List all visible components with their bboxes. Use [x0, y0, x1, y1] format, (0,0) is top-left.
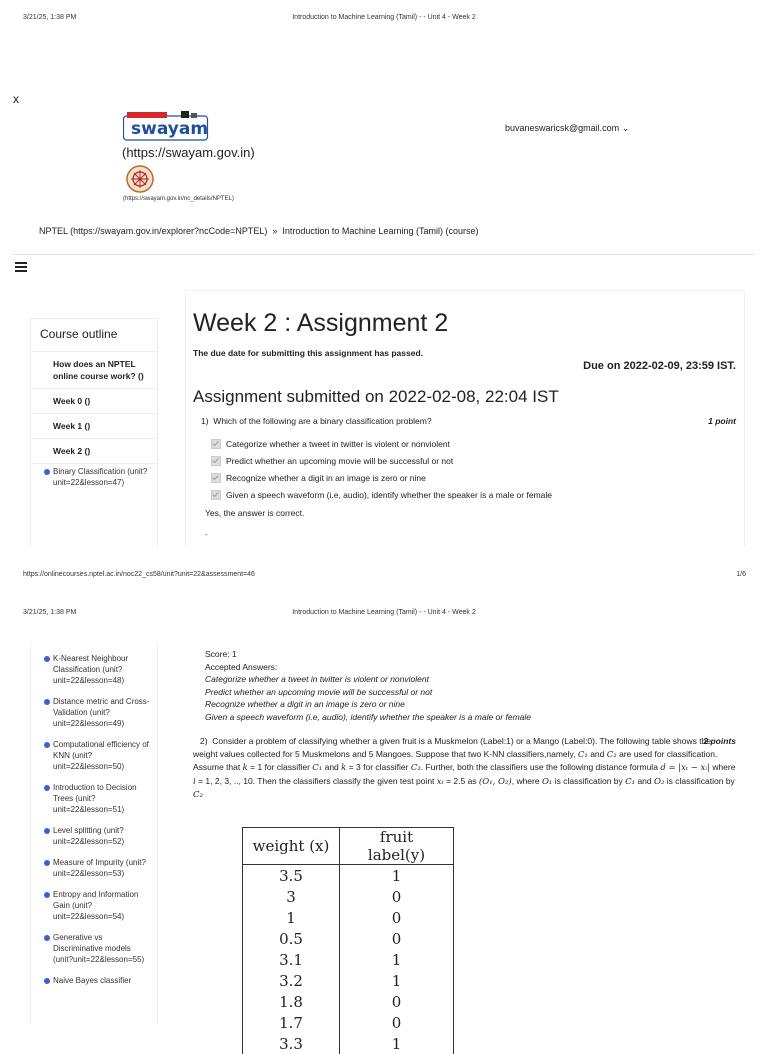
divider	[12, 254, 755, 255]
lesson-link[interactable]: Naive Bayes classifier	[31, 968, 157, 989]
q1-score-block	[205, 648, 531, 723]
sidebar-item-week-0[interactable]: Week 0 ()	[31, 389, 157, 414]
bullet-icon	[44, 656, 50, 662]
bullet-icon	[44, 935, 50, 941]
question-1-text: 1) Which of the following are a binary classification problem?	[201, 416, 432, 426]
accepted-answer: Categorize whether a tweet in twitter is violent or nonviolent	[205, 674, 429, 684]
table-row: 3.5 1	[243, 865, 454, 887]
table-header-label: fruit label(y)	[340, 828, 454, 865]
q1-score: Score: 1	[205, 649, 237, 659]
table-row: 0.5 0	[243, 928, 454, 949]
accepted-answers-label: Accepted Answers:	[205, 661, 278, 672]
user-email: buvaneswaricsk@gmail.com	[505, 123, 620, 133]
nptel-logo[interactable]	[125, 165, 155, 193]
user-menu[interactable]	[505, 123, 629, 134]
hamburger-menu-icon[interactable]	[15, 260, 27, 272]
table-header-weight: weight (x)	[243, 828, 340, 865]
accepted-answer: Recognize whether a digit in an image is zero or nine	[205, 699, 405, 709]
print-footer-url: https://onlinecourses.nptel.ac.in/noc22_cs58/unit?unit=22&assessment=46	[23, 571, 255, 578]
lesson-link[interactable]: Entropy and Information Gain (unit?unit=22&lesson=54)	[31, 882, 157, 925]
table-row: 3.3 1	[243, 1033, 454, 1054]
due-passed-notice: The due date for submitting this assignment has passed.	[193, 348, 424, 358]
print-date-page-2: 3/21/25, 1:38 PM	[23, 609, 77, 616]
bullet-icon	[44, 785, 50, 791]
breadcrumb-separator: »	[272, 226, 278, 236]
page-title: Week 2 : Assignment 2	[193, 309, 449, 337]
print-title-page-2: Introduction to Machine Learning (Tamil) - - Unit 4 - Week 2	[292, 609, 476, 616]
lesson-link[interactable]: Binary Classification (unit?unit=22&lesson=47)	[31, 464, 157, 492]
print-date: 3/21/25, 1:38 PM	[23, 14, 77, 21]
checkbox-checked-icon[interactable]	[211, 439, 221, 449]
due-date: Due on 2022-02-09, 23:59 IST.	[583, 360, 736, 372]
q1-option-4[interactable]: Given a speech waveform (i.e, audio), identify whether the speaker is a male or female	[211, 490, 552, 500]
sidebar-item-week-1[interactable]: Week 1 ()	[31, 414, 157, 439]
breadcrumb-course[interactable]: Introduction to Machine Learning (Tamil) (course)	[282, 226, 479, 236]
lesson-link[interactable]: Computational efficiency of KNN (unit?unit=22&lesson=50)	[31, 732, 157, 775]
lesson-link[interactable]: Level splitting (unit?unit=22&lesson=52)	[31, 818, 157, 850]
checkbox-checked-icon[interactable]	[211, 456, 221, 466]
bullet-icon	[44, 469, 50, 475]
sidebar-item-how-it-works[interactable]: How does an NPTEL online course work? ()	[31, 352, 157, 389]
weight-label-table	[242, 827, 454, 1054]
q1-option-2[interactable]: Predict whether an upcoming movie will be successful or not	[211, 456, 453, 466]
lesson-link[interactable]: K-Nearest Neighbour Classification (unit?unit=22&lesson=48)	[31, 645, 157, 689]
table-row: 3.2 1	[243, 970, 454, 991]
close-button[interactable]: x	[13, 92, 19, 106]
separator-dash: -	[205, 530, 208, 539]
question-2-text: 2 points 2) Consider a problem of classifying whether a given fruit is a Muskmelon (Label:1) or a Mango (Label:0). The following table shows the weight values collected for 5 Muskmelons and 5 Mangoes. Suppose that two K-NN classifiers,namely, C₁ and C₂ are used for classification. Assume that k = 1 for classifier C₁ and k = 3 for classifier C₂. Further, both the classifiers use the following distance formula d = |xₜ − xᵢ| where i = 1, 2, 3, .., 10. Then the classifiers classify the given test point xₜ = 2.5 as (O₁, O₂), where O₁ is classification by C₁ and O₂ is classification by C₂	[193, 736, 736, 800]
table-row: 3 0	[243, 886, 454, 907]
table-row: 1.8 0	[243, 991, 454, 1012]
bullet-icon	[44, 742, 50, 748]
lesson-link[interactable]: Generative vs Discriminative models (unit?unit=22&lesson=55)	[31, 925, 157, 968]
accepted-answer: Given a speech waveform (i.e, audio), identify whether the speaker is a male or female	[205, 711, 531, 722]
course-outline-sidebar-continued	[30, 645, 158, 1024]
swayam-logo-word: swayam	[131, 119, 209, 139]
accepted-answer: Predict whether an upcoming movie will be successful or not	[205, 686, 433, 697]
print-page-number: 1/6	[736, 571, 746, 578]
checkbox-checked-icon[interactable]	[211, 473, 221, 483]
table-row: 3.1 1	[243, 949, 454, 970]
lesson-link[interactable]: Introduction to Decision Trees (unit?unit=22&lesson=51)	[31, 775, 157, 818]
checkbox-checked-icon[interactable]	[211, 490, 221, 500]
q1-option-3[interactable]: Recognize whether a digit in an image is zero or nine	[211, 473, 426, 483]
breadcrumb	[39, 226, 478, 236]
lesson-link[interactable]: Distance metric and Cross-Validation (unit?unit=22&lesson=49)	[31, 689, 157, 732]
submitted-status: Assignment submitted on 2022-02-08, 22:04 IST	[193, 387, 559, 406]
question-1-points: 1 point	[708, 416, 736, 426]
swayam-logo[interactable]	[123, 111, 209, 141]
sidebar-item-week-2[interactable]: Week 2 ()	[31, 439, 157, 464]
q1-option-1[interactable]: Categorize whether a tweet in twitter is violent or nonviolent	[211, 439, 450, 449]
swayam-link[interactable]: (https://swayam.gov.in)	[122, 145, 255, 160]
bullet-icon	[44, 699, 50, 705]
table-row: 1.7 0	[243, 1012, 454, 1033]
breadcrumb-nptel[interactable]: NPTEL (https://swayam.gov.in/explorer?ncCode=NPTEL)	[39, 226, 268, 236]
bullet-icon	[44, 892, 50, 898]
chevron-down-icon: ⌄	[621, 123, 630, 133]
print-title: Introduction to Machine Learning (Tamil) - - Unit 4 - Week 2	[292, 14, 476, 21]
nptel-link[interactable]: (https://swayam.gov.in/nc_details/NPTEL)	[123, 196, 234, 202]
course-outline-sidebar	[30, 318, 158, 546]
bullet-icon	[44, 860, 50, 866]
bullet-icon	[44, 828, 50, 834]
bullet-icon	[44, 978, 50, 984]
table-row: 1 0	[243, 907, 454, 928]
course-outline-title: Course outline	[31, 319, 157, 352]
lesson-link[interactable]: Measure of Impurity (unit?unit=22&lesson=53)	[31, 850, 157, 882]
question-2-points: 2 points	[703, 736, 736, 746]
q1-feedback: Yes, the answer is correct.	[205, 508, 305, 518]
